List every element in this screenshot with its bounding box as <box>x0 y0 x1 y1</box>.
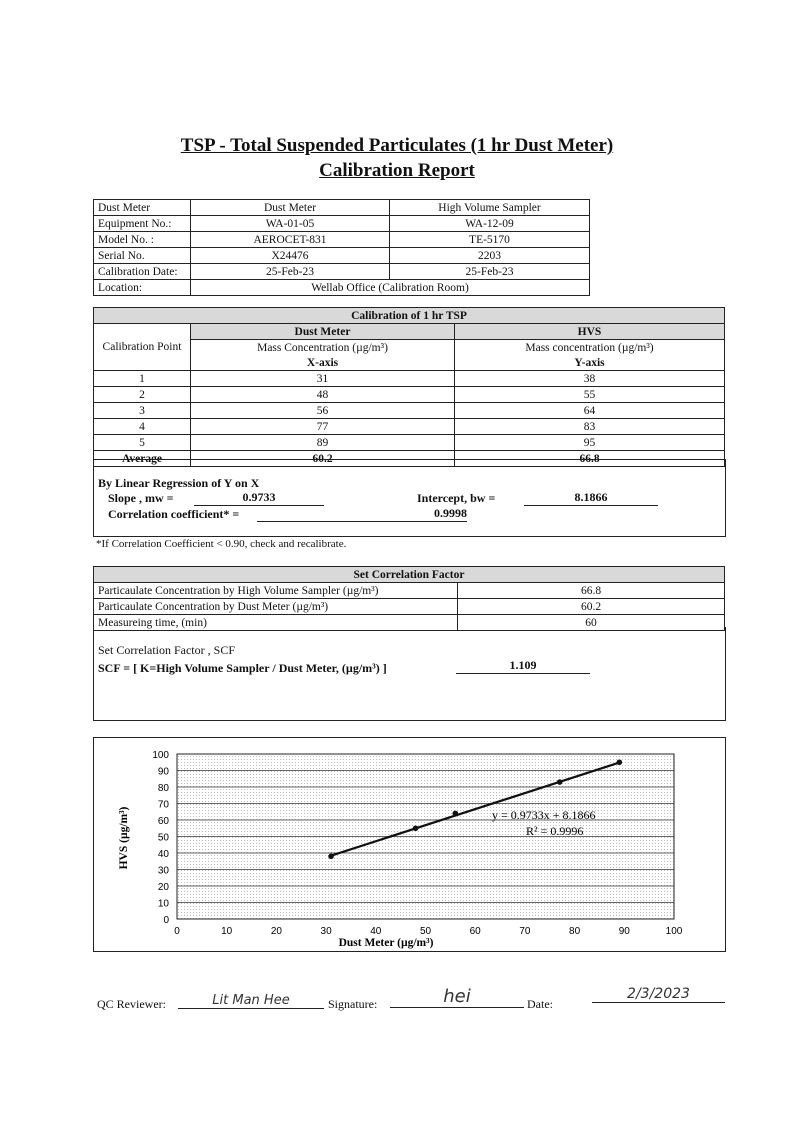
average-y: 66.8 <box>455 451 725 467</box>
intercept-value: 8.1866 <box>524 490 658 506</box>
dust-value: X24476 <box>191 248 390 264</box>
hvs-header: HVS <box>455 324 725 340</box>
regression-box <box>93 459 726 537</box>
y-tick-label: 0 <box>163 915 169 926</box>
date-label: Date: <box>527 997 553 1011</box>
x-tick-label: 30 <box>320 926 332 937</box>
x-axis-title: Dust Meter (µg/m³) <box>338 937 434 949</box>
slope-value: 0.9733 <box>194 490 324 506</box>
data-point <box>617 759 623 765</box>
y-tick-label: 60 <box>157 816 169 827</box>
point-cell: 4 <box>94 419 191 435</box>
data-point <box>557 779 563 785</box>
hvs-value: 2203 <box>390 248 590 264</box>
hvs-value: 25-Feb-23 <box>390 264 590 280</box>
row-label: Calibration Date: <box>94 264 191 280</box>
data-point <box>413 825 419 831</box>
point-cell: 3 <box>94 403 191 419</box>
regression-heading: By Linear Regression of Y on X <box>98 476 260 490</box>
y-axis-title: HVS (µg/m³) <box>118 806 130 870</box>
point-cell: 1 <box>94 371 191 387</box>
table-row <box>94 216 590 232</box>
average-x: 60.2 <box>191 451 455 467</box>
y-cell: 64 <box>455 403 725 419</box>
scf-row-value: 60.2 <box>458 599 725 615</box>
y-tick-label: 50 <box>157 832 169 844</box>
average-label: Average <box>94 451 191 467</box>
scf-label: Set Correlation Factor , SCF <box>98 643 235 657</box>
dust-header: Dust Meter <box>191 324 455 340</box>
y-tick-label: 40 <box>157 849 169 860</box>
y-cell: 38 <box>455 371 725 387</box>
row-label: Equipment No.: <box>94 216 191 232</box>
equipment-table <box>93 199 590 296</box>
trend-equation: y = 0.9733x + 8.1866 <box>492 808 596 822</box>
x-cell: 89 <box>191 435 455 451</box>
chart-frame <box>93 737 726 952</box>
y-tick-label: 100 <box>152 750 169 761</box>
col-point-header: Calibration Point <box>94 324 191 371</box>
table-row <box>94 567 725 583</box>
data-point <box>328 854 334 860</box>
header-cell: Dust Meter <box>94 200 191 216</box>
r-squared: R² = 0.9996 <box>526 824 584 838</box>
scf-row-value: 66.8 <box>458 583 725 599</box>
y-tick-label: 20 <box>157 882 169 893</box>
reviewer-label: QC Reviewer: <box>97 997 166 1011</box>
date-value: 2/3/2023 <box>592 986 725 1003</box>
y-tick-label: 80 <box>157 783 169 794</box>
y-tick-label: 30 <box>157 865 169 877</box>
x-tick-label: 10 <box>221 926 233 937</box>
footnote: *If Correlation Coefficient < 0.90, check and recalibrate. <box>96 538 347 550</box>
scf-value: 1.109 <box>456 658 590 674</box>
row-label: Location: <box>94 280 191 296</box>
table-row <box>94 248 590 264</box>
x-tick-label: 80 <box>569 926 581 937</box>
table-row <box>94 599 725 615</box>
signature-label: Signature: <box>328 997 378 1011</box>
y-axis-label: Y-axis <box>455 355 725 371</box>
intercept-label: Intercept, bw = <box>417 491 496 505</box>
table-row <box>94 200 590 216</box>
calibration-chart <box>94 738 725 951</box>
scf-table <box>93 566 725 631</box>
calibration-table <box>93 307 725 467</box>
dust-value: AEROCET-831 <box>191 232 390 248</box>
x-tick-label: 40 <box>370 926 382 937</box>
hvs-value: WA-12-09 <box>390 216 590 232</box>
x-cell: 31 <box>191 371 455 387</box>
point-cell: 2 <box>94 387 191 403</box>
scf-row-label: Particaulate Concentration by Dust Meter (µg/m³) <box>94 599 458 615</box>
x-tick-label: 60 <box>469 926 481 937</box>
table-row <box>94 583 725 599</box>
scf-formula: SCF = [ K=High Volume Sampler / Dust Meter, (µg/m³) ] <box>98 661 387 675</box>
header-cell: Dust Meter <box>191 200 390 216</box>
hvs-unit: Mass concentration (µg/m³) <box>455 340 725 356</box>
row-label: Serial No. <box>94 248 191 264</box>
report-title-line2: Calibration Report <box>319 160 475 181</box>
x-tick-label: 70 <box>519 926 531 937</box>
y-tick-label: 70 <box>157 799 169 811</box>
y-tick-label: 10 <box>157 898 169 910</box>
y-cell: 95 <box>455 435 725 451</box>
dust-value: 25-Feb-23 <box>191 264 390 280</box>
point-cell: 5 <box>94 435 191 451</box>
scf-title: Set Correlation Factor <box>94 567 725 583</box>
x-cell: 56 <box>191 403 455 419</box>
header-cell: High Volume Sampler <box>390 200 590 216</box>
correlation-value: 0.9998 <box>257 506 467 522</box>
reviewer-signature: Lit Man Hee <box>178 993 324 1009</box>
y-cell: 55 <box>455 387 725 403</box>
location-value: Wellab Office (Calibration Room) <box>191 280 590 296</box>
x-tick-label: 50 <box>419 926 432 937</box>
slope-label: Slope , mw = <box>108 491 174 505</box>
table-row <box>94 264 590 280</box>
calibration-title: Calibration of 1 hr TSP <box>94 308 725 324</box>
table-row <box>94 419 725 435</box>
hvs-value: TE-5170 <box>390 232 590 248</box>
scf-row-label: Particaulate Concentration by High Volume Sampler (µg/m³) <box>94 583 458 599</box>
report-title-line1: TSP - Total Suspended Particulates (1 hr Dust Meter) <box>180 135 614 156</box>
table-row <box>94 280 590 296</box>
y-tick-label: 90 <box>157 766 169 778</box>
scf-row-value: 60 <box>458 615 725 631</box>
x-axis-label: X-axis <box>191 355 455 371</box>
data-point <box>453 811 459 817</box>
x-tick-label: 0 <box>174 926 180 937</box>
table-row <box>94 403 725 419</box>
table-row <box>94 308 725 324</box>
x-cell: 48 <box>191 387 455 403</box>
correlation-label: Correlation coefficient* = <box>108 507 240 521</box>
row-label: Model No. : <box>94 232 191 248</box>
x-tick-label: 100 <box>665 926 683 937</box>
table-row <box>94 387 725 403</box>
table-row <box>94 371 725 387</box>
scf-row-label: Measureing time, (min) <box>94 615 458 631</box>
x-cell: 77 <box>191 419 455 435</box>
dust-unit: Mass Concentration (µg/m³) <box>191 340 455 356</box>
scf-box <box>93 627 726 721</box>
x-tick-label: 20 <box>270 926 282 937</box>
table-row <box>94 324 725 340</box>
x-tick-label: 90 <box>618 926 630 937</box>
y-cell: 83 <box>455 419 725 435</box>
table-row <box>94 232 590 248</box>
dust-value: WA-01-05 <box>191 216 390 232</box>
signature: hei <box>390 986 524 1008</box>
table-row <box>94 435 725 451</box>
